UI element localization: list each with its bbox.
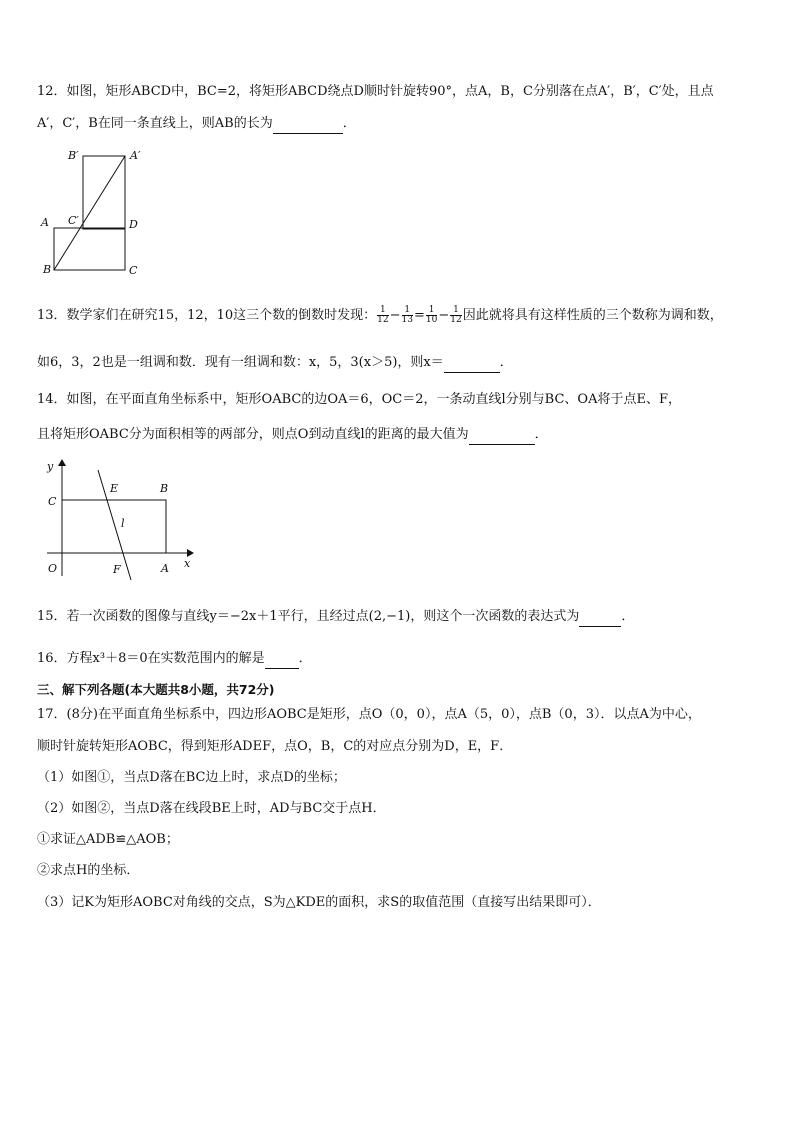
q13-fraction-4: $\frac{1}{12}$: [450, 305, 462, 325]
q12-label-a-prime: A′: [130, 149, 141, 162]
section-3-heading: 三、解下列各题(本大题共8小题，共72分): [37, 682, 275, 697]
q14-x-axis-arrow: [187, 549, 194, 557]
q12-figure: [38, 142, 148, 277]
q12-label-b: B: [43, 263, 52, 276]
q17-part3: （3）记K为矩形AOBC对角线的交点，S为△KDE的面积，求S的取值范围（直接写出结果即可）．: [37, 895, 601, 910]
q14-label-y: y: [47, 460, 54, 473]
q14-answer-blank[interactable]: [469, 426, 535, 445]
q12-original-rect: [54, 228, 125, 270]
q16-answer-blank[interactable]: [265, 650, 299, 669]
q14-line1: 14．如图，在平面直角坐标系中，矩形OABC的边OA＝6，OC＝2，一条动直线l分别与BC、OA将于点E、F，: [37, 392, 681, 407]
q14-y-axis-arrow: [58, 459, 66, 466]
q15-line: 15．若一次函数的图像与直线y＝−2x＋1平行，且经过点(2,−1)，则这个一次函数的表达式为 ．: [37, 608, 634, 627]
q14-rectangle-oabc: [62, 500, 166, 553]
q13-fraction-3: $\frac{1}{10}$: [425, 305, 438, 325]
q14-label-o: O: [48, 562, 58, 575]
q14-label-x: x: [184, 557, 191, 570]
q15-answer-blank[interactable]: [579, 608, 621, 627]
q13-fraction-2: $\frac{1}{13}$: [401, 305, 413, 325]
q14-line2: 且将矩形OABC分为面积相等的两部分，则点O到动直线l的距离的最大值为 ．: [37, 426, 548, 445]
q13-line2: 如6，3，2也是一组调和数．现有一组调和数：x，5，3(x＞5)，则x＝ ．: [37, 354, 513, 373]
q14-label-b: B: [160, 482, 169, 495]
q14-label-a: A: [161, 562, 169, 575]
q17-part2-a: ①求证△ADB≌△AOB；: [37, 832, 179, 847]
q12-label-c-prime: C′: [68, 214, 79, 227]
q17-line2: 顺时针旋转矩形AOBC，得到矩形ADEF，点O，B，C的对应点分别为D，E，F．: [37, 739, 513, 754]
q17-line1: 17．(8分)在平面直角坐标系中，四边形AOBC是矩形，点O（0，0），点A（5，0），点B（0，3）．以点A为中心，: [37, 707, 701, 722]
q12-line2: A′，C′，B在同一条直线上，则AB的长为 ．: [37, 115, 356, 134]
q12-line1: 12．如图，矩形ABCD中，BC=2，将矩形ABCD绕点D顺时针旋转90°，点A，B，C分别落在点A′，B′，C′处，且点: [37, 84, 714, 99]
q13-answer-blank[interactable]: [444, 354, 500, 373]
q12-label-c: C: [129, 264, 138, 277]
q17-part2-b: ②求点H的坐标．: [37, 863, 140, 878]
q12-answer-blank[interactable]: [273, 115, 343, 134]
q12-diagonal-line: [54, 156, 125, 270]
q14-label-f: F: [113, 563, 121, 576]
q13-line1: 13．数学家们在研究15，12，10这三个数的倒数时发现： $\frac{1}{12}$ − $\frac{1}{13}$ = $\frac{1}{10}$ − $\frac{1}{12}$ 因此就将具有这样性质的三个数称为调和数，: [37, 305, 723, 325]
q13-fraction-1: $\frac{1}{12}$: [377, 305, 389, 325]
q16-line: 16．方程x³＋8＝0在实数范围内的解是 ．: [37, 650, 312, 669]
q14-label-l: l: [121, 517, 125, 530]
q12-label-a: A: [41, 216, 49, 229]
q17-part2: （2）如图②，当点D落在线段BE上时，AD与BC交于点H．: [37, 801, 386, 816]
q14-figure: [42, 456, 202, 586]
q17-part1: （1）如图①，当点D落在BC边上时，求点D的坐标；: [37, 770, 346, 785]
q14-label-c: C: [48, 495, 57, 508]
q12-label-b-prime: B′: [68, 149, 79, 162]
q14-label-e: E: [110, 482, 119, 495]
q12-label-d: D: [129, 218, 138, 231]
